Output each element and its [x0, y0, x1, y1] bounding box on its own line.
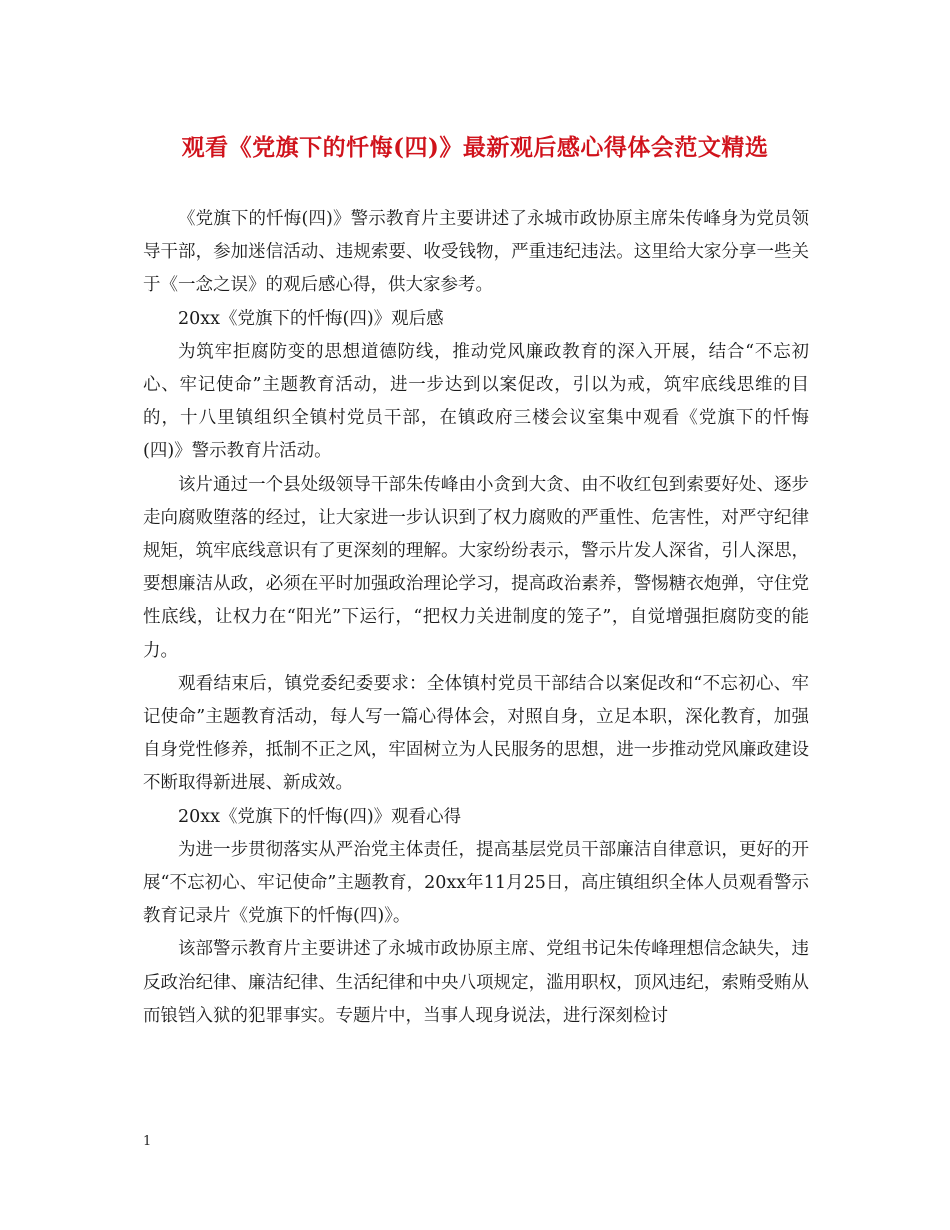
section-heading-2: 20xx《党旗下的忏悔(四)》观看心得 [178, 806, 462, 827]
page-number: 1 [143, 1134, 152, 1149]
paragraph-intro: 《党旗下的忏悔(四)》警示教育片主要讲述了永城市政协原主席朱传峰身为党员领导干部，参加迷信活动、违规索要、收受钱物，严重违纪违法。这里给大家分享一些关于《一念之误》的观后感心得，供大家参考。 [143, 209, 809, 296]
paragraph: 为进一步贯彻落实从严治党主体责任，提高基层党员干部廉洁自律意识，更好的开展“不忘初心、牢记使命”主题教育，20xx年11月25日，高庄镇组织全体人员观看警示教育记录片《党旗下的忏悔(四)》。 [143, 839, 809, 927]
document-body [143, 203, 809, 1033]
paragraph: 该片通过一个县处级领导干部朱传峰由小贪到大贪、由不收红包到索要好处、逐步走向腐败堕落的经过，让大家进一步认识到了权力腐败的严重性、危害性，对严守纪律规矩，筑牢底线意识有了更深刻的理解。大家纷纷表示，警示片发人深省，引人深思，要想廉洁从政，必须在平时加强政治理论学习，提高政治素养，警惕糖衣炮弹，守住党性底线，让权力在“阳光”下运行，“把权力关进制度的笼子”，自觉增强拒腐防变的能力。 [143, 474, 809, 661]
paragraph: 观看结束后，镇党委纪委要求：全体镇村党员干部结合以案促改和“不忘初心、牢记使命”主题教育活动，每人写一篇心得体会，对照自身，立足本职，深化教育，加强自身党性修养，抵制不正之风，牢固树立为人民服务的思想，进一步推动党风廉政建设不断取得新进展、新成效。 [143, 673, 809, 794]
paragraph: 为筑牢拒腐防变的思想道德防线，推动党风廉政教育的深入开展，结合“不忘初心、牢记使命”主题教育活动，进一步达到以案促改，引以为戒，筑牢底线思维的目的，十八里镇组织全镇村党员干部，在镇政府三楼会议室集中观看《党旗下的忏悔(四)》警示教育片活动。 [143, 341, 809, 462]
document-title: 观看《党旗下的忏悔(四)》最新观后感心得体会范文精选 [181, 134, 769, 161]
section-heading-1: 20xx《党旗下的忏悔(四)》观后感 [178, 308, 444, 329]
paragraph: 该部警示教育片主要讲述了永城市政协原主席、党组书记朱传峰理想信念缺失，违反政治纪律、廉洁纪律、生活纪律和中央八项规定，滥用职权，顶风违纪，索贿受贿从而锒铛入狱的犯罪事实。专题片中，当事人现身说法，进行深刻检讨 [143, 939, 809, 1026]
